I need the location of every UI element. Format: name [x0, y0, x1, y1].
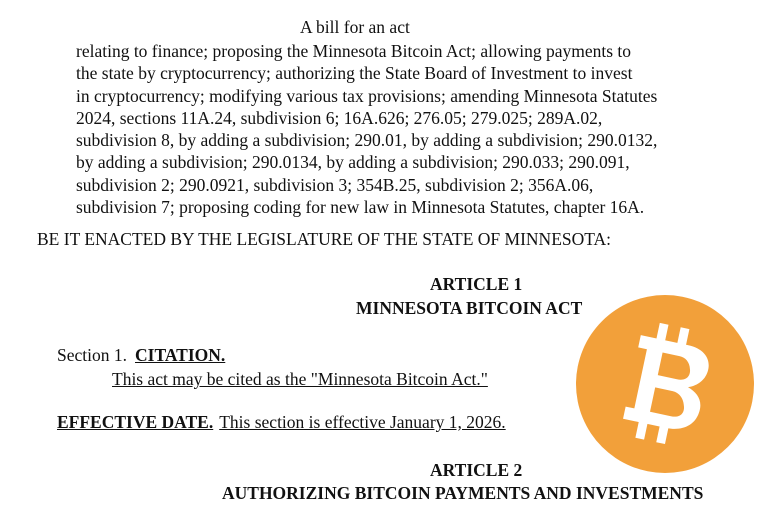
effective-date-line — [57, 411, 506, 433]
summary-line: subdivision 2; 290.0921, subdivision 3; 354B.25, subdivision 2; 356A.06, — [76, 174, 594, 195]
summary-line: in cryptocurrency; modifying various tax provisions; amending Minnesota Statutes — [76, 85, 658, 106]
summary-line: the state by cryptocurrency; authorizing the State Board of Investment to invest — [76, 63, 633, 84]
effective-date-text: This section is effective January 1, 2026. — [219, 412, 506, 432]
summary-line: 2024, sections 11A.24, subdivision 6; 16A.626; 276.05; 279.025; 289A.02, — [76, 107, 603, 128]
summary-line: subdivision 8, by adding a subdivision; 290.01, by adding a subdivision; 290.0132, — [76, 130, 658, 151]
bitcoin-logo-icon — [576, 295, 754, 473]
summary-line: subdivision 7; proposing coding for new law in Minnesota Statutes, chapter 16A. — [76, 197, 645, 218]
article-2-number: ARTICLE 2 — [430, 460, 523, 480]
summary-line: by adding a subdivision; 290.0134, by adding a subdivision; 290.033; 290.091, — [76, 152, 630, 173]
enacting-clause: BE IT ENACTED BY THE LEGISLATURE OF THE STATE OF MINNESOTA: — [37, 229, 612, 249]
bill-title: A bill for an act — [300, 17, 410, 37]
section-heading: CITATION. — [135, 345, 226, 365]
summary-line: relating to finance; proposing the Minnesota Bitcoin Act; allowing payments to — [76, 41, 632, 61]
citation-text: This act may be cited as the "Minnesota Bitcoin Act." — [112, 369, 488, 389]
article-1-title: MINNESOTA BITCOIN ACT — [356, 298, 583, 318]
section-label: Section 1. — [57, 345, 127, 365]
effective-date-heading: EFFECTIVE DATE. — [57, 412, 214, 432]
bill-summary — [76, 40, 716, 218]
article-2-title: AUTHORIZING BITCOIN PAYMENTS AND INVESTMENTS — [222, 483, 704, 503]
article-1-number: ARTICLE 1 — [430, 274, 523, 294]
section-1-line — [57, 344, 225, 366]
